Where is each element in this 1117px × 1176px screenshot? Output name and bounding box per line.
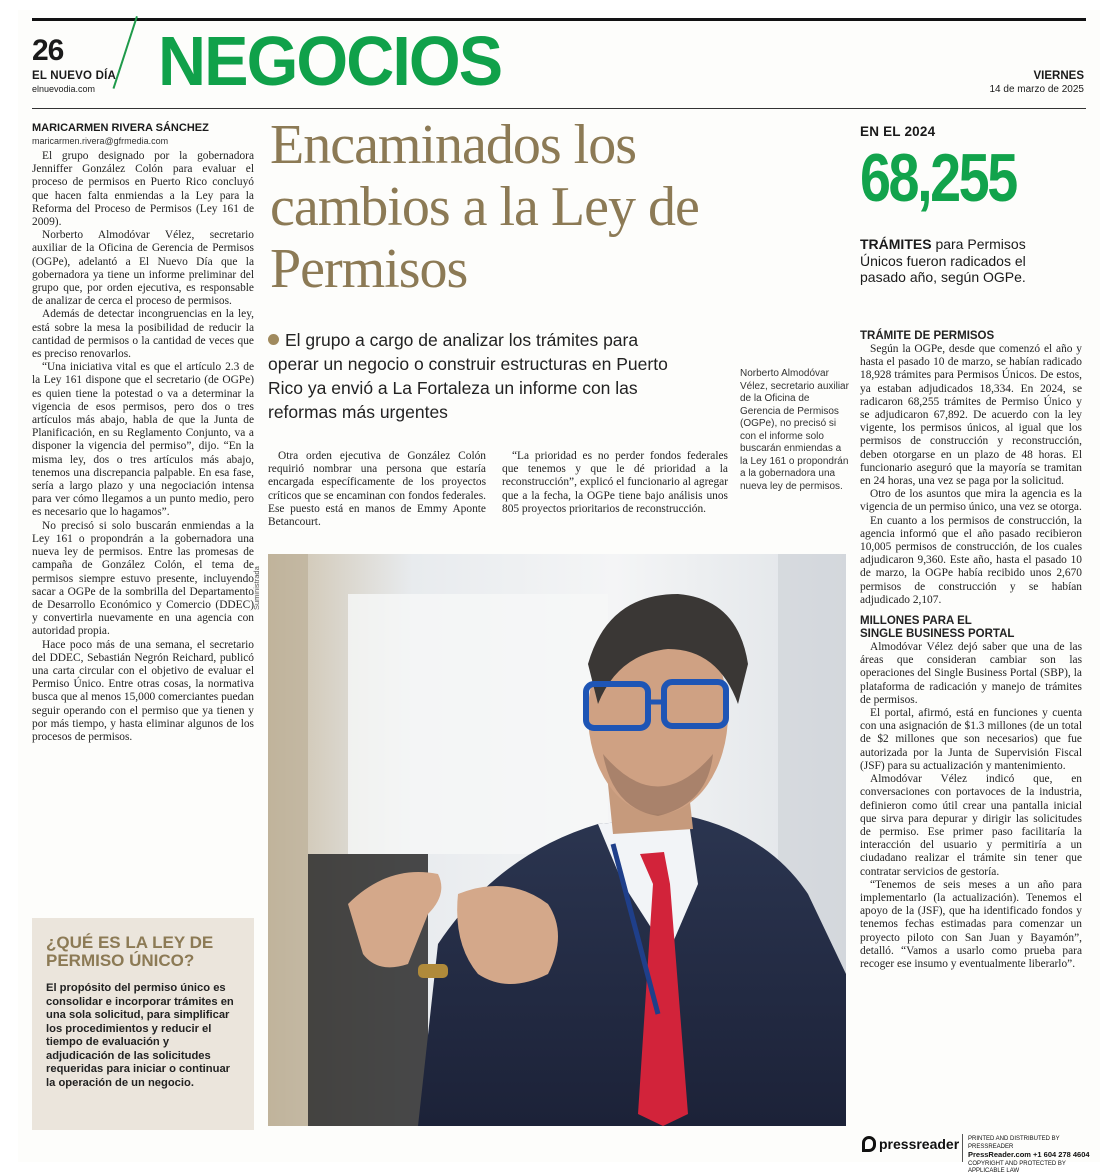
article-column-1 — [32, 150, 254, 744]
subhead-sbp: SINGLE BUSINESS PORTAL — [860, 628, 1015, 641]
page-number: 26 — [32, 34, 64, 67]
photo-credit: Suministrada — [252, 566, 261, 610]
paragraph: El portal, afirmó, está en funciones y cuenta con una asignación de $1.3 millones (de un total de $2 millones que son necesarios) que fue autorizada por la Junta de Supervisión Fiscal (JSF) para su actualización y mantenimiento. — [860, 707, 1082, 772]
paragraph: Norberto Almodóvar Vélez, secretario auxiliar de la Oficina de Gerencia de Permisos (OGPe), adelantó a El Nuevo Día que la gobernadora ya tiene un informe preliminar del grupo que, por orden ejecutiva, es responsable de analizar de cerca el proceso de permisos. — [32, 229, 254, 308]
pressreader-name: pressreader — [879, 1136, 960, 1152]
stat-number: 68,255 — [860, 140, 1016, 216]
footer-line-2-wrap — [968, 1151, 1100, 1161]
pressreader-legal — [968, 1136, 1100, 1176]
section-title: NEGOCIOS — [158, 22, 502, 100]
article-column-3 — [502, 450, 728, 516]
paragraph: No precisó si solo buscarán enmiendas a la Ley 161 o propondrán a la gobernadora una nueva ley de permisos. Entre las promesas de campaña de González Colón, el tema de permisos siempre estuvo presente, incluyendo sacar a OGPe de la sombrilla del Departamento de Desarrollo Económico y Comercio (DDEC) y convertirla nuevamente en una agencia con autoridad propia. — [32, 519, 254, 638]
newspaper-page — [18, 10, 1100, 1174]
issue-day: VIERNES — [1033, 70, 1084, 82]
article-photo — [268, 554, 846, 1126]
paper-url: elnuevodia.com — [32, 84, 96, 94]
sidebox-title: ¿QUÉ ES LA LEY DE PERMISO ÚNICO? — [46, 933, 214, 970]
stat-text-rest: para Permisos Únicos fueron radicados el pasado año, según OGPe. — [860, 236, 1026, 285]
paragraph: “La prioridad es no perder fondos federales que tenemos y que le dé prioridad a la reconstrucción”, explicó el funcionario al agregar que a la fecha, la OGPe tiene bajo análisis unos 805 proyectos prioritarios de reconstrucción. — [502, 450, 728, 515]
header-rule — [32, 108, 1086, 109]
footer-line-2: PressReader.com +1 604 278 4604 — [968, 1150, 1090, 1159]
article-column-2 — [268, 450, 486, 529]
subhead-tramite: TRÁMITE DE PERMISOS — [860, 330, 995, 342]
info-sidebox — [32, 918, 254, 1130]
stat-text — [860, 236, 1050, 286]
paragraph: Otro de los asuntos que mira la agencia es la vigencia de un permiso único, una vez se otorga. — [860, 488, 1082, 514]
subhead-millones: MILLONES PARA EL — [860, 615, 972, 628]
paragraph: “Tenemos de seis meses a un año para implementarlo (la actualización). Tenemos el apoyo de la (JSF), que ha identificado fondos y tenemos fechas estimadas para comenzar un proyecto piloto con San Juan y Bayamón”, detalló. “Vamos a usarlo como prueba para recoger ese insumo y eventualmente liberarlo”. — [860, 878, 1082, 970]
paper-name: EL NUEVO DÍA — [32, 70, 116, 82]
portrait-illustration — [268, 554, 846, 1126]
pressreader-logo — [862, 1136, 959, 1152]
header-slash — [113, 16, 138, 89]
article-column-right — [860, 330, 1082, 971]
paragraph: Almodóvar Vélez dejó saber que una de las áreas que consideran cambiar son las operaciones del Single Business Portal (SBP), la plataforma de radicación y manejo de trámites de permisos. — [860, 641, 1082, 706]
sidebox-text: El propósito del permiso único es consolidar e incorporar trámites en una sola solicitud, para simplificar los procedimientos y reducir el tiempo de evaluación y adjudicación de las solicitudes requeridas para iniciar o continuar la operación de un negocio. — [46, 982, 234, 1089]
paragraph: Hace poco más de una semana, el secretario del DDEC, Sebastián Negrón Reichard, publicó una carta circular con el objetivo de evaluar el Permiso Único. Entre otras cosas, la normativa busca que al menos 15,000 comerciantes puedan seguir operando con el permiso que ya tienen y por más tiempo, y hasta eliminar algunos de los procesos de permisos. — [32, 638, 254, 743]
deck-text: El grupo a cargo de analizar los trámites para operar un negocio o construir estructuras en Puerto Rico ya envió a La Fortaleza un informe con las reformas más urgentes — [268, 330, 668, 422]
byline-email: maricarmen.rivera@gfrmedia.com — [32, 136, 169, 146]
photo-caption: Norberto Almodóvar Vélez, secretario auxiliar de la Oficina de Gerencia de Permisos (OGPe), no precisó si con el informe solo buscarán enmiendas a la Ley 161 o propondrán a la gobernadora una nueva ley de permisos. — [740, 368, 849, 492]
pressreader-icon — [862, 1136, 876, 1152]
stat-label: EN EL 2024 — [860, 124, 936, 139]
paragraph: “Una iniciativa vital es que el artículo 2.3 de la Ley 161 dispone que el secretario (de OGPe) es quien tiene la potestad o va a determinar la vigencia de esos permisos, pero dos o tres artículos más abajo, habla de que la Junta de Planificación, en su Reglamento Conjunto, va a disponer la vigencia del permiso”, dijo. “En la misma ley, dos o tres artículos más abajo, tenemos una discrepancia palpable. En esa fase, sería a largo plazo y una negociación intensa para ver cómo llegamos a un punto medio, pero es necesario que lo hagamos”. — [32, 361, 254, 519]
paragraph: El grupo designado por la gobernadora Jenniffer González Colón para evaluar el proceso de permisos en Puerto Rico concluyó que hacen falta enmiendas a la Ley para la Reforma del Proceso de Permisos (Ley 161 de 2009). — [32, 150, 254, 229]
byline: MARICARMEN RIVERA SÁNCHEZ — [32, 122, 209, 134]
stat-text-bold: TRÁMITES — [860, 236, 932, 252]
paragraph: Además de detectar incongruencias en la ley, está sobre la mesa la posibilidad de reducir la cantidad de permisos o la cantidad de veces que es preciso renovarlos. — [32, 308, 254, 361]
bullet-dot-icon — [268, 334, 279, 345]
top-rule — [32, 18, 1086, 21]
deck — [268, 328, 688, 424]
headline: Encaminados los cambios a la Ley de Permisos — [270, 114, 699, 300]
paragraph: En cuanto a los permisos de construcción, la agencia informó que el año pasado recibieron 10,005 permisos de construcción, de los cuales adjudicaron 9,360. Este año, hasta el pasado 10 de marzo, la OGPe había recibido unos 2,670 permisos de construcción y se habían adjudicado 2,107. — [860, 514, 1082, 606]
footer-divider — [962, 1134, 963, 1162]
paragraph: Otra orden ejecutiva de González Colón requirió nombrar una persona que estaría encargada específicamente de los proyectos críticos que se encaminan con fondos federales. Ese puesto está en manos de Emmy Aponte Betancourt. — [268, 450, 486, 529]
paragraph: Almodóvar Vélez indicó que, en conversaciones con portavoces de la industria, definieron como útil crear una pantalla inicial que sirva para depurar y dirigir las solicitudes de permiso. Ese primer paso facilitaría la interacción del usuario y permitiría a un ciudadano realizar el trámite sin tener que contratar servicios de gestoría. — [860, 773, 1082, 878]
issue-date: 14 de marzo de 2025 — [989, 84, 1084, 95]
footer-line-1: PRINTED AND DISTRIBUTED BY PRESSREADER — [968, 1136, 1060, 1150]
paragraph: Según la OGPe, desde que comenzó el año y hasta el pasado 10 de marzo, se habían radicado 18,928 trámites para Permisos Únicos. De estos, ya estaban adjudicados 18,334. En 2024, se radicaron 68,255 trámites de Permiso Único y se adjudicaron 67,892. De acuerdo con la ley vigente, los permisos únicos, al igual que los permisos de construcción y reconstrucción, deben otorgarse en un plazo de 48 horas. El funcionario aseguró que la mayoría se tramitan en 24 horas, una vez se paga por la solicitud. — [860, 343, 1082, 488]
footer-line-3: COPYRIGHT AND PROTECTED BY APPLICABLE LAW — [968, 1160, 1066, 1174]
